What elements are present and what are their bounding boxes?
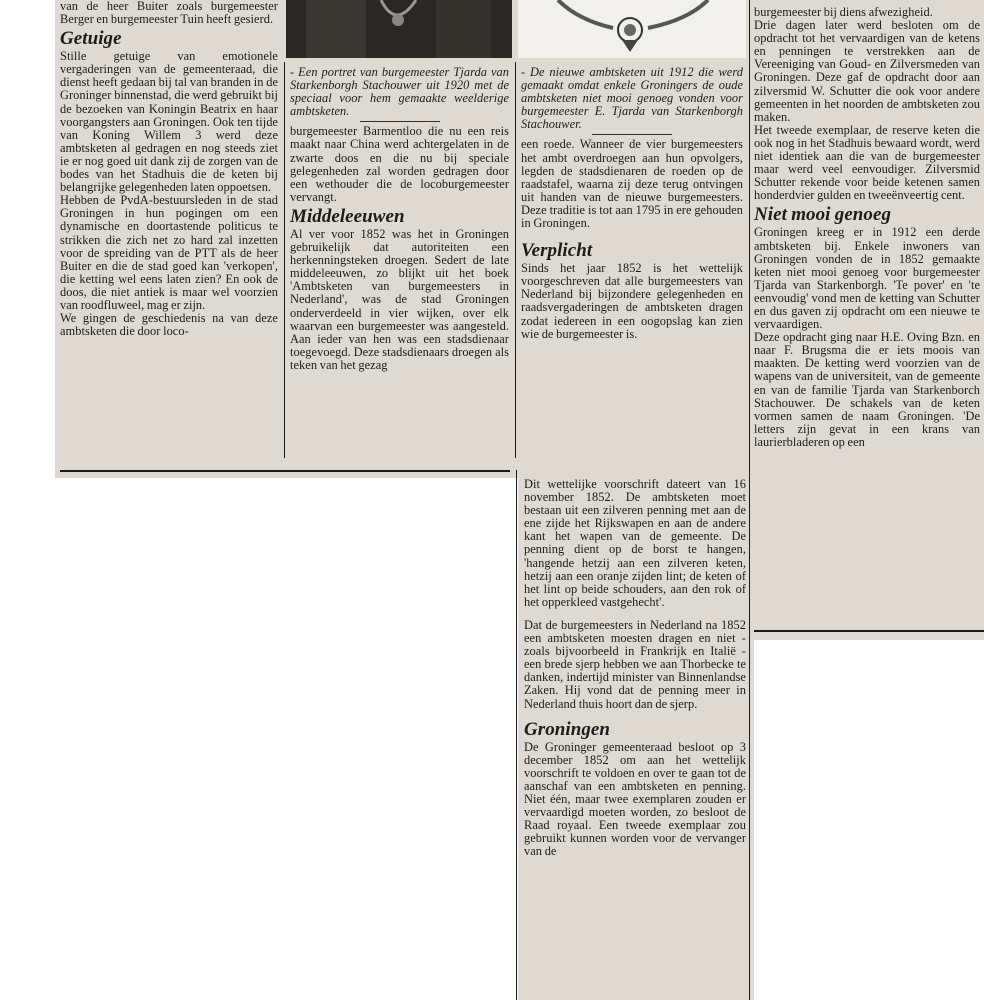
column4-text-3: De Groninger gemeenteraad besloot op 3 december 1852 om aan het wettelijk voorschrift te voldoen en over te gaan tot de aanschaf van een ambtsketen en penning. Niet één, maar twee exemplaren zouden er vervaardigd moeten worden, zo besloot de Raad royaal. Een tweede exemplaar zou gebruikt kunnen worden voor de vervanger van de	[524, 739, 746, 859]
column2-text-1: burgemeester Barmentloo die nu een reis maakt naar China werd achtergelaten in de zwarte doos en die nu bij speciale gelegenheden zal worden gedragen door een wethouder die de locoburgemeester vervangt.	[290, 124, 509, 204]
column1-paragraph-2: Hebben de PvdA-bestuursleden in de stad Groningen in hun pogingen om een dynamische en doortastende politicus te strikken die zich net zo hard zal inzetten voor de spreiding van de PTT als de heer Buiter en die de stad goed kan 'verkopen', die ketting wel eens laten zien? En ook de doos, die niet antiek is maar wel voorzien van roodfluweel, mag er zijn.	[60, 193, 278, 312]
portrait-photo	[286, 0, 512, 58]
column-rule-3	[749, 0, 750, 1000]
portrait-caption: - Een portret van burgemeester Tjarda van Starkenborgh Stachouwer uit 1920 met de speciaal voor hem gemaakte weelderige ambtsketen.	[290, 65, 509, 119]
heading-groningen: Groningen	[524, 718, 610, 740]
column5-text-4: Groningen kreeg er in 1912 een derde ambtsketen bij. Enkele inwoners van Groningen vonden de in 1852 gemaakte keten niet mooi genoeg voor burgemeester Tjarda van Starkenborgh. 'Te pover' en 'te eenvoudig' vond men de ketting van Schutter en dus gaven zij opdracht om een nieuwe te vervaardigen.	[754, 225, 980, 332]
heading-niet-mooi-genoeg: Niet mooi genoeg	[754, 204, 892, 226]
column1-paragraph-3: We gingen de geschiedenis na van deze ambtsketen die door loco-	[60, 311, 278, 339]
article-column-4	[524, 478, 746, 858]
column1-intro: van de heer Buiter zoals burgemeester Berger en burgemeester Tuin heeft gesierd.	[60, 0, 278, 27]
chain-caption: - De nieuwe ambtsketen uit 1912 die werd gemaakt omdat enkele Groningers de oude ambtsketen niet mooi genoeg vonden voor burgemeester E. Tjarda van Starkenborgh Stachouwer.	[521, 65, 743, 132]
bottom-rule-right	[754, 630, 984, 632]
article-column-1	[60, 0, 278, 338]
article-column-5	[754, 6, 980, 449]
column4-text-1: Dit wettelijke voorschrift dateert van 16 november 1852. De ambtsketen moet bestaan uit een zilveren penning met aan de ene zijde het Rijkswapen en aan de andere kant het wapen van de gemeente. De penning dient op de borst te hangen, 'hangende hetzij aan een zilveren keten, hetzij aan een oranje zijden lint; de keten of het lint op beide schouders, aan den rok of het opperkleed vastgehecht'.	[524, 477, 746, 609]
column5-text-2: Drie dagen later werd besloten om de opdracht tot het vervaardigen van de ketens en penningen te verstrekken aan de Vereeniging van Goud- en Zilversmeden van Groningen. Deze gaf de opdracht door aan zilversmid W. Schutter die ook voor andere gemeenten in het noorden de ambtsketen zou maken.	[754, 18, 980, 124]
column5-text-1: burgemeester bij diens afwezigheid.	[754, 5, 933, 19]
column4-text-2: Dat de burgemeesters in Nederland na 1852 een ambtsketen moesten dragen en niet - zoals bijvoorbeeld in Frankrijk en Italië - een brede sjerp hebben we aan Thorbecke te danken, indertijd minister van Binnenlandse Zaken. Hij vond dat de penning meer in Nederland thuis hoort dan de sjerp.	[524, 617, 746, 711]
caption-divider	[592, 134, 672, 135]
caption-divider	[360, 121, 440, 122]
column-rule-1	[284, 62, 285, 458]
column3-text-2: Sinds het jaar 1852 is het wettelijk voorgeschreven dat alle burgemeesters van Nederland bij bijzondere gelegenheden en raadsvergaderingen de ambtsketen dragen zodat iedereen in een oogopslag kan zien wie de burgemeester is.	[521, 261, 743, 341]
chain-photo	[518, 0, 746, 58]
column5-text-5: Deze opdracht ging naar H.E. Oving Bzn. en naar F. Brugsma die er iets moois van maakten. De ketting werd voorzien van de wapens van de universiteit, van de gemeente en van de familie Tjarda van Starkenborch Stachouwer. De schakels van de keten vormen samen de naam Groningen. 'De letters zijn gevat in een krans van laurierbladeren op een	[754, 330, 980, 449]
bottom-rule-left	[60, 470, 510, 472]
heading-middeleeuwen: Middeleeuwen	[290, 205, 405, 227]
article-column-3	[521, 66, 743, 341]
column3-text-1: een roede. Wanneer de vier burgemeesters het ambt overdroegen aan hun opvolgers, legden de stadsdienaren de roeden op de raadstafel, waarna zij deze terug ontvingen uit handen van de nieuwe burgemeesters. Deze traditie is tot aan 1795 in ere gehouden in Groningen.	[521, 137, 743, 231]
heading-verplicht: Verplicht	[521, 240, 593, 262]
column-rule-2	[515, 62, 516, 458]
heading-getuige: Getuige	[60, 28, 122, 50]
article-column-2	[290, 66, 509, 372]
column1-paragraph-1: Stille getuige van emotionele vergaderingen van de gemeenteraad, die dienst heeft gedaan bij tal van branden in de Groninger binnenstad, die werd gebruikt bij de bezoeken van Koningin Beatrix en haar voorgangsters aan Groningen. Ook ten tijde van Koning Willem 3 werd deze ambtsketen al gedragen en nog steeds ziet ie er nog goed uit dank zij de zorgen van de bodes van het Stadhuis die de keten bij belangrijke gelegenheden laten oppoetsen.	[60, 49, 278, 195]
column5-text-3: Het tweede exemplaar, de reserve keten die ook nog in het Stadhuis bewaard wordt, werd niet identiek aan die van de burgemeester maar werd veel eenvoudiger. Zilversmid Schutter rekende voor beide ketenen samen honderdvier gulden en tweeënveertig cent.	[754, 122, 980, 203]
column-rule-4	[516, 470, 517, 1000]
column2-text-2: Al ver voor 1852 was het in Groningen gebruikelijk dat autoriteiten een herkenningsteken droegen. Sedert de late middeleeuwen, zo blijkt uit het boek 'Ambtsketen van burgemeesters in Nederland', was de stad Groningen onderverdeeld in vier wijken, over elk waarvan een burgemeester was aangesteld. Aan ieder van hen was een stadsdienaar toegevoegd. Deze stadsdienaars droegen als teken van het gezag	[290, 226, 509, 372]
